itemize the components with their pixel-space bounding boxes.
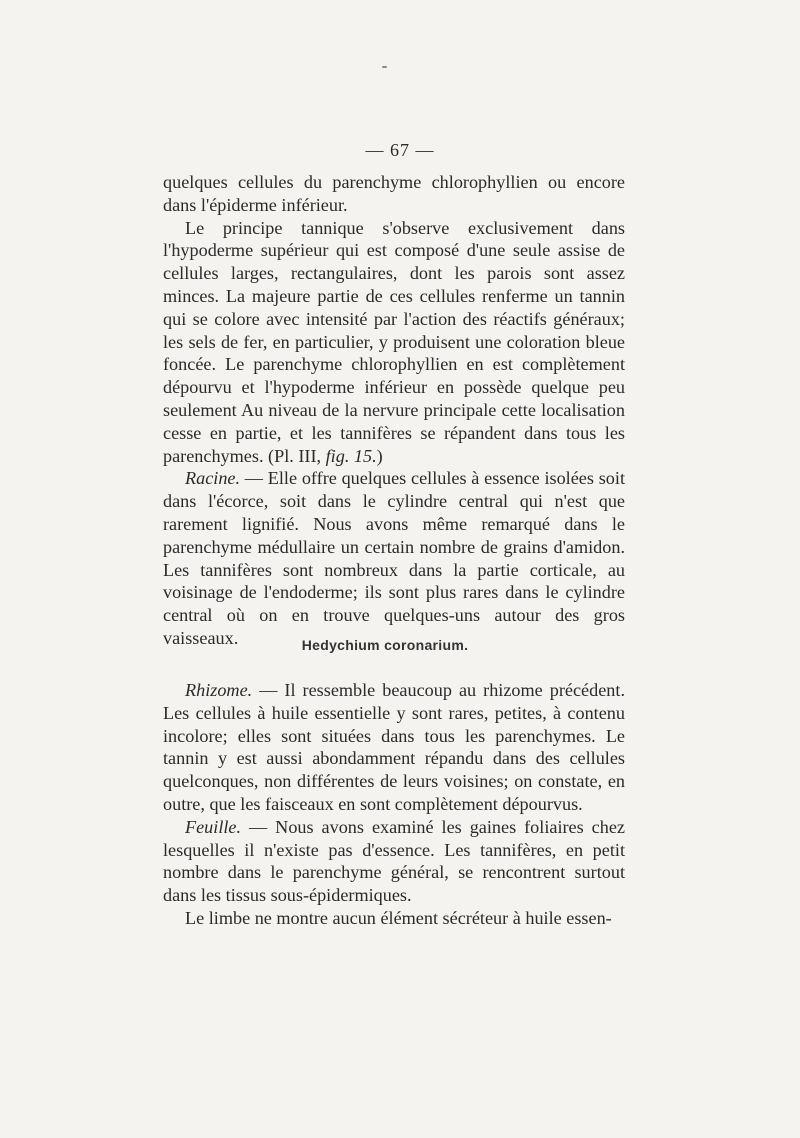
- paragraph-feuille: [163, 816, 625, 907]
- page-number: — 67 —: [365, 140, 435, 160]
- paragraph-continuation: quelques cellules du parenchyme chlorophyllien ou encore dans l'épiderme inférieur.: [163, 172, 625, 215]
- rhizome-text: — Il ressemble beaucoup au rhizome précédent. Les cellules à huile essentielle y sont rares, petites, à contenu incolore; elles sont situées dans tous les parenchymes. Le tannin y est aussi abondamment répandu dans des cellules quelconques, non différentes de leurs voisines; on constate, en outre, que les faisceaux en sont complètement dépourvus.: [163, 680, 625, 814]
- racine-text: — Elle offre quelques cellules à essence isolées soit dans l'écorce, soit dans le cylindre central qui n'est que rarement lignifié. Nous avons même remarqué dans le parenchyme médullaire un certain nombre de grains d'amidon. Les tannifères sont nombreux dans la partie corticale, au voisinage de l'endoderme; ils sont plus rares dans le cylindre central où on en trouve quelques-uns autour des gros vaisseaux.: [163, 468, 625, 648]
- text-block-top: [163, 171, 625, 650]
- section-heading: Hedychium coronarium.: [301, 637, 469, 653]
- rhizome-lead: Rhizome.: [185, 680, 253, 700]
- paragraph-racine: [163, 467, 625, 649]
- paragraph-tannin-text: Le principe tannique s'observe exclusivement dans l'hypoderme supérieur qui est composé d'une seule assise de cellules larges, rectangulaires, dont les parois sont assez minces. La majeure partie de ces cellules renferme un tannin qui se colore avec intensité par l'action des réactifs généraux; les sels de fer, en particulier, y produisent une coloration bleue foncée. Le parenchyme chlorophyllien en est complètement dépourvu et l'hypoderme inférieur en possède quelque peu seulement Au niveau de la nervure principale cette localisation cesse en partie, et les tannifères se répandent dans tous les parenchymes. (Pl. III,: [163, 217, 625, 466]
- figure-reference: fig. 15.: [325, 445, 377, 466]
- paper-speck: [382, 66, 387, 68]
- paragraph-rhizome: [163, 679, 625, 816]
- feuille-lead: Feuille.: [185, 816, 242, 837]
- text-block-bottom: [163, 679, 625, 930]
- paragraph-tannin: [163, 217, 625, 468]
- feuille-text: — Nous avons examiné les gaines foliaires chez lesquelles il n'existe pas d'essence. Les tannifères, en petit nombre dans le parenchyme général, se rencontrent surtout dans les tissus sous-épidermiques.: [163, 816, 625, 906]
- figure-reference-close: ): [376, 445, 383, 466]
- paragraph-limbe: Le limbe ne montre aucun élément sécréteur à huile essen-: [185, 907, 612, 928]
- racine-lead: Racine.: [185, 468, 241, 489]
